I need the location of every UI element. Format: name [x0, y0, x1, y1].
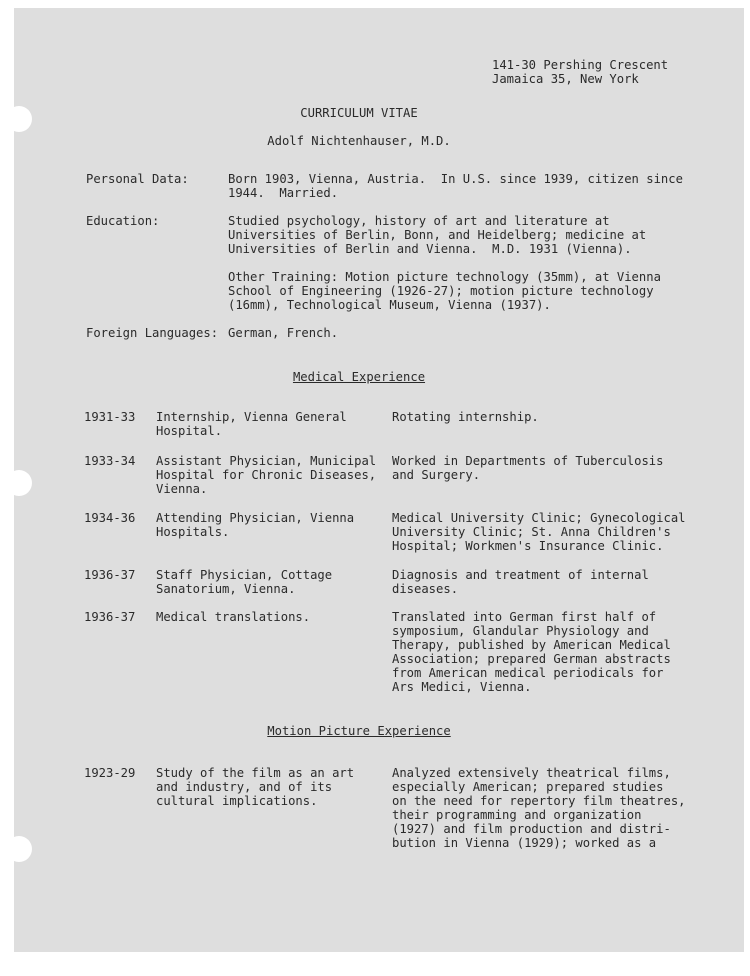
entry-description: Diagnosis and treatment of internal diseases. [392, 568, 649, 596]
entry-description: Rotating internship. [392, 410, 539, 424]
person-name: Adolf Nichtenhauser, M.D. [267, 134, 451, 148]
address-line: 141-30 Pershing Crescent [492, 58, 669, 72]
entry-description: Translated into German first half of symposium, Glandular Physiology and Therapy, published by American Medical Association; prepared German abstracts from American medical periodicals for Ars Medici, Vienna. [392, 610, 671, 694]
entry-position: Attending Physician, Vienna Hospitals. [156, 511, 355, 539]
entry-description: Medical University Clinic; Gynecological University Clinic; St. Anna Children's Hospital; Workmen's Insurance Clinic. [392, 511, 686, 553]
document-title: CURRICULUM VITAE [300, 106, 418, 120]
entry-year: 1931-33 [84, 410, 136, 424]
punch-hole [14, 470, 32, 496]
personal-data-label: Personal Data: [86, 172, 189, 186]
personal-data-text: Born 1903, Vienna, Austria. In U.S. since 1939, citizen since 1944. Married. [228, 172, 683, 200]
address-block [492, 58, 668, 86]
medical-section-heading: Medical Experience [292, 370, 426, 384]
languages-label: Foreign Languages: [86, 326, 219, 340]
languages-text: German, French. [228, 326, 339, 340]
education-label: Education: [86, 214, 160, 228]
entry-position: Staff Physician, Cottage Sanatorium, Vienna. [156, 568, 333, 596]
entry-year: 1936-37 [84, 568, 136, 582]
entry-position: Internship, Vienna General Hospital. [156, 410, 347, 438]
entry-year: 1933-34 [84, 454, 136, 468]
motion-section-heading: Motion Picture Experience [267, 724, 451, 738]
entry-year: 1934-36 [84, 511, 136, 525]
document-page [14, 8, 744, 952]
other-training-text: Other Training: Motion picture technology (35mm), at Vienna School of Engineering (1926-27); motion picture technology (16mm), Technological Museum, Vienna (1937). [228, 270, 661, 312]
entry-year: 1936-37 [84, 610, 136, 624]
entry-description: Analyzed extensively theatrical films, especially American; prepared studies on the need for repertory film theatres, their programming and organization (1927) and film production and distri- bution in Vienna (1929); worked as a [392, 766, 686, 850]
entry-description: Worked in Departments of Tuberculosis and Surgery. [392, 454, 664, 482]
punch-hole [14, 836, 32, 862]
entry-position: Medical translations. [156, 610, 311, 624]
education-text: Studied psychology, history of art and literature at Universities of Berlin, Bonn, and Heidelberg; medicine at Universities of Berlin and Vienna. M.D. 1931 (Vienna). [228, 214, 647, 256]
entry-position: Study of the film as an art and industry, and of its cultural implications. [156, 766, 355, 808]
entry-year: 1923-29 [84, 766, 136, 780]
address-line: Jamaica 35, New York [492, 72, 639, 86]
entry-position: Assistant Physician, Municipal Hospital for Chronic Diseases, Vienna. [156, 454, 377, 496]
